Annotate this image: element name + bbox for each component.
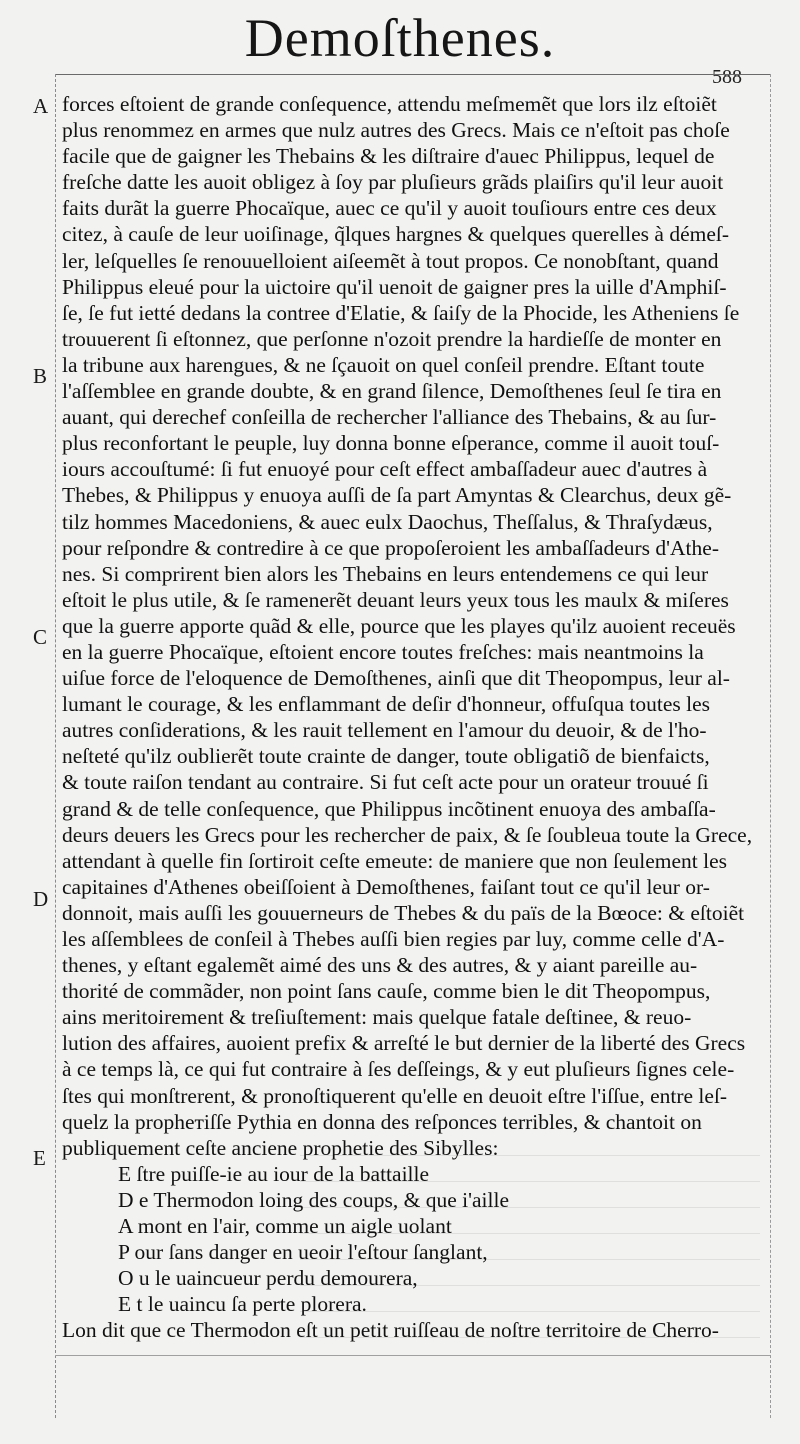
footer-rule [55, 1355, 770, 1356]
text-line: & toute raiſon tendant au contraire. Si fut ceſt acte pour un orateur trouué ſi [62, 770, 709, 795]
left-frame-line [55, 74, 56, 1418]
text-line: capitaines d'Athenes obeiſſoient à Demoſthenes, faiſant tout ce qu'il leur or- [62, 874, 710, 899]
text-line: iours accouſtumé: ſi fut enuoyé pour ceſt effect ambaſſadeur auec d'autres à [62, 457, 708, 482]
right-frame-line [770, 74, 771, 1418]
text-line: freſche datte les auoit obligez à ſoy par pluſieurs grãds plaiſirs qu'il leur auoit [62, 170, 724, 195]
text-line: lution des affaires, auoient prefix & arreſté le but dernier de la liberté des Grecs [62, 1031, 746, 1056]
text-line: plus renommez en armes que nulz autres des Grecs. Mais ce n'eſtoit pas choſe [62, 118, 730, 143]
text-line: trouuerent ſi eſtonnez, que perſonne n'ozoit prendre la hardieſſe de monter en [62, 326, 722, 351]
text-line: donnoit, mais auſſi les gouuerneurs de Thebes & du païs de la Bœoce: & eſtoiẽt [62, 900, 745, 925]
text-line: pour reſpondre & contredire à ce que propoſeroient les ambaſſadeurs d'Athe- [62, 535, 719, 560]
text-line: en la guerre Phocaïque, eſtoient encore toutes freſches: mais neantmoins la [62, 639, 704, 664]
text-line: faits durãt la guerre Phocaïque, auec ce qu'il y auoit touſiours entre ces deux [62, 196, 717, 221]
text-line: deurs deuers les Grecs pour les rechercher de paix, & ſe ſoubleua toute la Grece, [62, 822, 753, 847]
text-line: la tribune aux harengues, & ne ſçauoit on quel conſeil prendre. Eſtant toute [62, 352, 705, 377]
text-line: publiquement ceſte anciene prophetie des Sibylles: [62, 1135, 499, 1160]
text-line: citez, à cauſe de leur uoiſinage, q̃lques hargnes & quelques querelles à démeſ- [62, 222, 730, 247]
text-line: eſtoit le plus utile, & ſe ramenerẽt deuant leurs yeux tous les maulx & miſeres [62, 587, 729, 612]
text-line: les aſſemblees de conſeil à Thebes auſſi bien regies par luy, comme celle d'A- [62, 927, 725, 951]
text-line: que la guerre apporte quãd & elle, pource que les playes qu'ilz auoient receuës [62, 613, 736, 638]
text-line: forces eſtoient de grande conſequence, attendu meſmemẽt que lors ilz eſtoiẽt [62, 92, 717, 116]
text-line: thenes, y eſtant egalemẽt aimé des uns & des autres, & y aiant pareille au- [62, 953, 698, 978]
text-line: nes. Si comprirent bien alors les Thebains en leurs entendemens ce qui leur [62, 561, 709, 586]
text-line: grand & de telle conſequence, que Philippus incõtinent enuoya des ambaſſa- [62, 796, 716, 821]
text-line: ler, leſquelles ſe renouuelloient aiſeemẽt à tout propos. Ce nonobſtant, quand [62, 248, 719, 273]
text-line: Philippus eleué pour la uictoire qu'il uenoit de gaigner pres la uille d'Amphiſ- [62, 274, 727, 299]
verse-line: E t le uaincu ſa perte plorera. [118, 1292, 367, 1317]
verse-line: A mont en l'air, comme un aigle uolant [118, 1214, 452, 1239]
text-line: facile que de gaigner les Thebains & les diſtraire d'auec Philippus, lequel de [62, 144, 715, 169]
page-title: Demoſthenes. [244, 8, 556, 68]
text-line: à ce temps là, ce qui fut contraire à ſes deſſeings, & y eut pluſieurs ſignes cele- [62, 1057, 735, 1082]
margin-letter-c: C [33, 625, 48, 649]
text-line: neſteté qu'ilz oublierẽt toute crainte de danger, toute obligatiõ de bienfaicts, [62, 744, 710, 769]
text-line: Thebes, & Philippus y enuoya auſſi de ſa part Amyntas & Clearchus, deux gẽ- [62, 483, 732, 508]
text-line: autres conſiderations, & les rauit tellement en l'amour du deuoir, & de l'ho- [62, 718, 707, 743]
text-line: ſtes qui monſtrerent, & pronoſtiquerent qu'elle en deuoit eſtre l'iſſue, entre leſ- [62, 1083, 728, 1108]
closing-line: Lon dit que ce Thermodon eſt un petit ruiſſeau de noſtre territoire de Cherro- [62, 1318, 719, 1343]
verse-line: P our ſans danger en ueoir l'eſtour ſanglant, [118, 1240, 488, 1265]
text-line: attendant à quelle fin ſortiroit ceſte emeute: de maniere que non ſeulement les [62, 848, 728, 873]
text-line: ains meritoirement & treſiuſtement: mais quelque fatale deſtinee, & reuo- [62, 1005, 692, 1030]
header-rule [55, 74, 770, 75]
text-line: uiſue force de l'eloquence de Demoſthenes, ainſi que dit Theopompus, leur al- [62, 666, 730, 691]
verse-line: O u le uaincueur perdu demourera, [118, 1266, 418, 1291]
margin-letter-a: A [33, 94, 49, 118]
verse-line: E ſtre puiſſe-ie au iour de la battaille [118, 1161, 430, 1186]
text-line: quelz la propheтiſſe Pythia en donna des reſponces terribles, & chantoit on [62, 1109, 702, 1134]
text-line: tilz hommes Macedoniens, & auec eulx Daochus, Theſſalus, & Thraſydæus, [62, 509, 713, 534]
body-text [62, 91, 762, 1344]
margin-letter-e: E [33, 1146, 46, 1170]
text-line: plus reconfortant le peuple, luy donna bonne eſperance, comme il auoit touſ- [62, 431, 720, 456]
text-line: thorité de commãder, non point ſans cauſe, comme bien le dit Theopompus, [62, 979, 711, 1004]
page-number: 588 [712, 66, 742, 88]
verse-line: D e Thermodon loing des coups, & que i'aille [118, 1187, 509, 1212]
text-line: l'aſſemblee en grande doubte, & en grand ſilence, Demoſthenes ſeul ſe tira en [62, 379, 722, 404]
text-line: lumant le courage, & les enflammant de deſir d'honneur, offuſqua toutes les [62, 692, 711, 717]
text-line: auant, qui derechef conſeilla de rechercher l'alliance des Thebains, & au ſur- [62, 405, 717, 430]
text-line: ſe, ſe fut ietté dedans la contree d'Elatie, & ſaiſy de la Phocide, les Atheniens ſe [62, 300, 740, 325]
margin-letter-b: B [33, 364, 48, 388]
margin-letter-d: D [33, 887, 49, 911]
